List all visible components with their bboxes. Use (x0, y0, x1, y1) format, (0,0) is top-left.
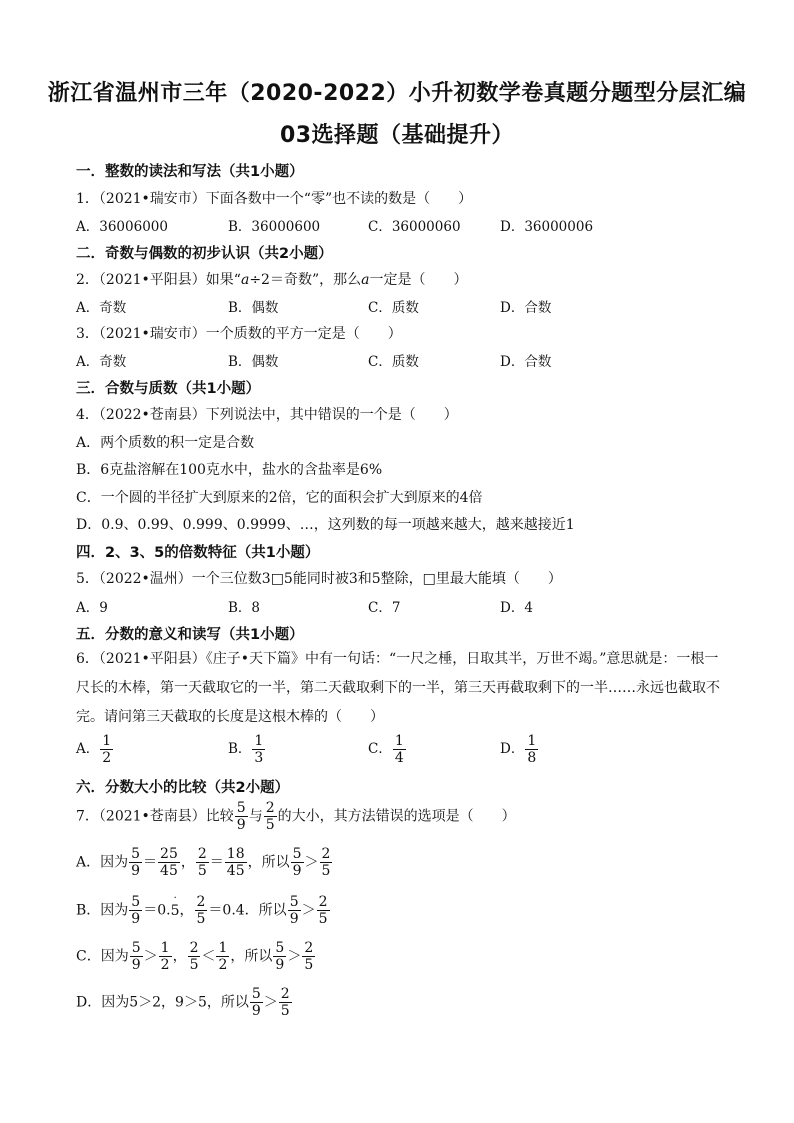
q5-option-c: C．7 (368, 600, 401, 616)
q2-option-c: C．质数 (368, 300, 419, 316)
q3-option-a: A．奇数 (76, 354, 127, 370)
q5-option-b: B．8 (228, 600, 261, 616)
q6-option-b: B． $\frac{1}{3}$ (228, 733, 264, 766)
q5-option-a: A．9 (76, 600, 108, 616)
q4-option-b: B．6克盐溶解在100克水中，盐水的含盐率是6% (76, 462, 383, 478)
section-heading: 一．整数的读法和写法（共1小题） (76, 164, 304, 180)
q7-option-c: C．因为 $\frac{5}{9}$ ＞ $\frac{1}{2}$ ， $\frac{2}{5}$ ＜ $\frac{1}{2}$ ，所以 $\frac{5}{9}$ ＞ $\frac{2}{5}$ (76, 940, 314, 973)
q1-option-d: D．36000006 (500, 219, 594, 235)
q4-option-a: A．两个质数的积一定是合数 (76, 435, 255, 451)
question-5-stem: 5．（2022•温州）一个三位数3□5能同时被3和5整除，□里最大能填（ ） (76, 571, 562, 587)
q2-option-a: A．奇数 (76, 300, 127, 316)
question-4-stem: 4．（2022•苍南县）下列说法中，其中错误的一个是（ ） (76, 407, 458, 423)
q1-option-c: C．36000060 (368, 219, 461, 235)
q7-option-d: D．因为5＞2，9＞5，所以 $\frac{5}{9}$ ＞ $\frac{2}{5}$ (76, 986, 290, 1019)
section-heading: 四．2、3、5的倍数特征（共1小题） (76, 545, 320, 561)
q4-option-d: D．0.9、0.99、0.999、0.9999、…，这列数的每一项越来越大，越来越接近1 (76, 517, 575, 533)
section-heading: 二．奇数与偶数的初步认识（共2小题） (76, 246, 333, 262)
section-heading: 六．分数大小的比较（共2小题） (76, 780, 290, 796)
question-3-stem: 3．（2021•瑞安市）一个质数的平方一定是（ ） (76, 326, 402, 342)
q2-option-d: D．合数 (500, 300, 552, 316)
question-2-stem: 2．（2021•平阳县）如果“a÷2＝奇数”，那么a一定是（ ） (76, 272, 468, 288)
question-1-stem: 1．（2021•瑞安市）下面各数中一个“零”也不读的数是（ ） (76, 191, 473, 207)
section-heading: 五．分数的意义和读写（共1小题） (76, 627, 304, 643)
q7-option-b: B．因为 $\frac{5}{9}$ ＝0.5 · ， $\frac{2}{5}$ ＝0.4．所以 $\frac{5}{9}$ ＞ $\frac{2}{5}$ (76, 892, 328, 927)
q6-option-a: A． $\frac{1}{2}$ (76, 733, 112, 766)
fraction: $\frac{1}{8}$ (527, 733, 537, 766)
q1-option-b: B．36000600 (228, 219, 321, 235)
q2-option-b: B．偶数 (228, 300, 279, 316)
fraction: $\frac{1}{4}$ (394, 733, 404, 766)
q3-option-d: D．合数 (500, 354, 552, 370)
question-6-stem: 6．（2021•平阳县）《庄子•天下篇》中有一句话：“一尺之棰，日取其半，万世不竭。”意思就是：一根一尺长的木棒，第一天截取它的一半，第二天截取剩下的一半，第三天再截取剩下的一半……永远也截取不完。请问第三天截取的长度是这根木棒的（ ） (76, 651, 720, 725)
q6-option-d: D． $\frac{1}{8}$ (500, 733, 537, 766)
page-title: 浙江省温州市三年（2020-2022）小升初数学卷真题分题型分层汇编 (47, 81, 747, 106)
q3-option-c: C．质数 (368, 354, 419, 370)
fraction: $\frac{1}{2}$ (102, 733, 112, 766)
q1-option-a: A．36006000 (76, 219, 168, 235)
q3-option-b: B．偶数 (228, 354, 279, 370)
q4-option-c: C．一个圆的半径扩大到原来的2倍，它的面积会扩大到原来的4倍 (76, 490, 483, 506)
fraction: $\frac{1}{3}$ (254, 733, 264, 766)
question-7-stem: 7．（2021•苍南县）比较 $\frac{5}{9}$ 与 $\frac{2}{5}$ 的大小，其方法错误的选项是（ ） (76, 800, 516, 833)
q5-option-d: D．4 (500, 600, 533, 616)
page-subtitle: 03选择题（基础提升） (279, 123, 515, 148)
section-heading: 三．合数与质数（共1小题） (76, 381, 261, 397)
repeating-decimal-digit: 5 · (170, 892, 180, 919)
q7-option-a: A．因为 $\frac{5}{9}$ ＝ $\frac{25}{45}$ ， $\frac{2}{5}$ ＝ $\frac{18}{45}$ ，所以 $\frac{5}{9}$ ＞ $\frac{2}{5}$ (76, 846, 331, 879)
q6-option-c: C． $\frac{1}{4}$ (368, 733, 404, 766)
